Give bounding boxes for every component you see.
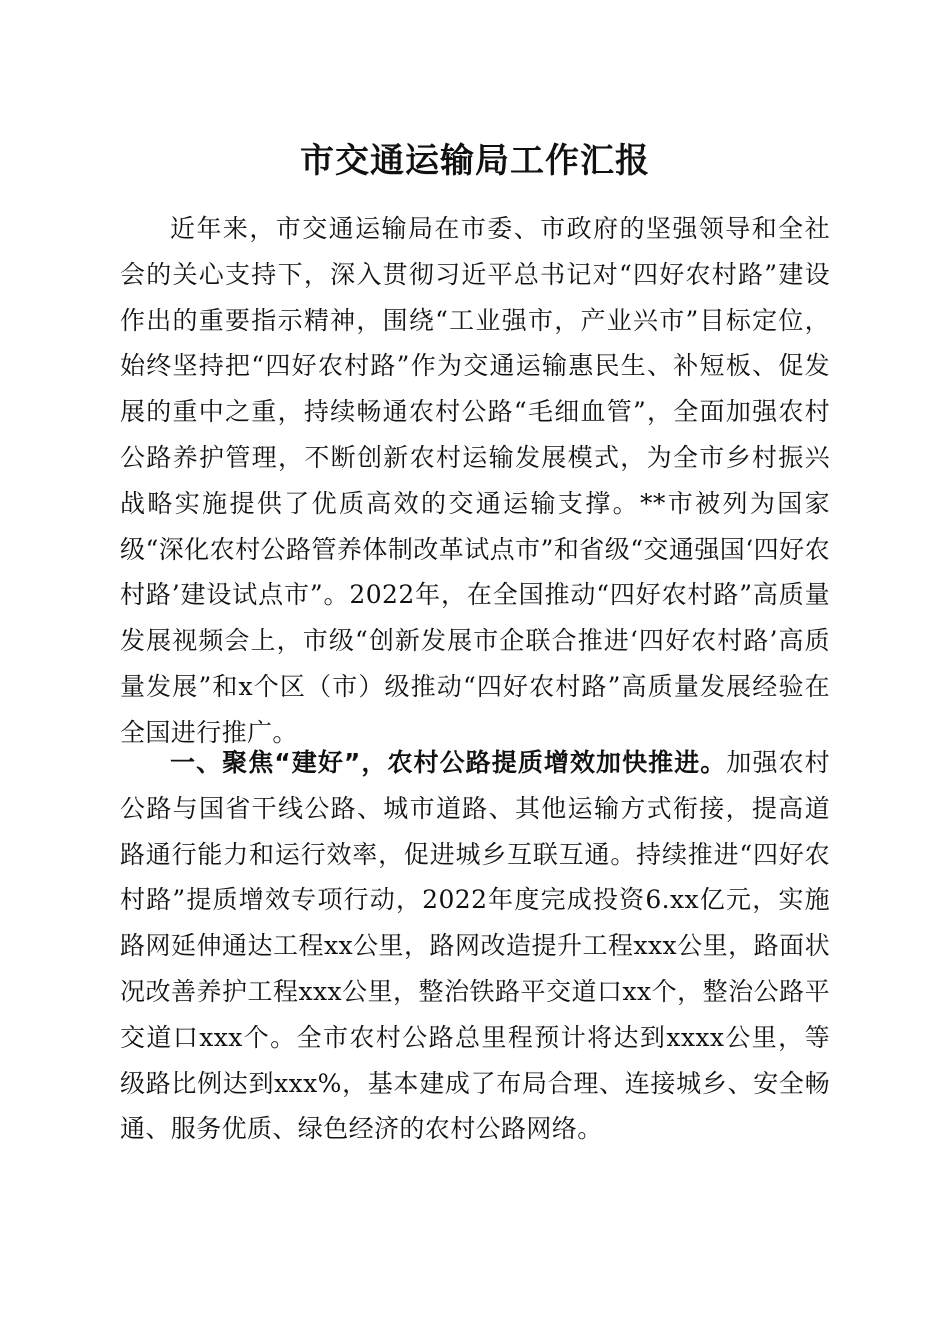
section-one-paragraph xyxy=(120,740,830,1152)
intro-paragraph: 近年来，市交通运输局在市委、市政府的坚强领导和全社会的关心支持下，深入贯彻习近平总书记对“四好农村路”建设作出的重要指示精神，围绕“工业强市，产业兴市”目标定位，始终坚持把“四好农村路”作为交通运输惠民生、补短板、促发展的重中之重，持续畅通农村公路“毛细血管”，全面加强农村公路养护管理，不断创新农村运输发展模式，为全市乡村振兴战略实施提供了优质高效的交通运输支撑。**市被列为国家级“深化农村公路管养体制改革试点市”和省级“交通强国‘四好农村路’建设试点市”。2022年，在全国推动“四好农村路”高质量发展视频会上，市级“创新发展市企联合推进‘四好农村路’高质量发展”和x个区（市）级推动“四好农村路”高质量发展经验在全国进行推广。 xyxy=(120,214,830,747)
document-title: 市交通运输局工作汇报 xyxy=(300,141,650,181)
section-one-body: 加强农村公路与国省干线公路、城市道路、其他运输方式衔接，提高道路通行能力和运行效率，促进城乡互联互通。持续推进“四好农村路”提质增效专项行动，2022年度完成投资6.xx亿元，实施路网延伸通达工程xx公里，路网改造提升工程xxx公里，路面状况改善养护工程xxx公里，整治铁路平交道口xx个，整治公路平交道口xxx个。全市农村公路总里程预计将达到xxxx公里，等级路比例达到xxx%，基本建成了布局合理、连接城乡、安全畅通、服务优质、绿色经济的农村公路网络。 xyxy=(120,748,830,1144)
section-one-heading: 一、聚焦“建好”，农村公路提质增效加快推进。 xyxy=(170,748,727,777)
